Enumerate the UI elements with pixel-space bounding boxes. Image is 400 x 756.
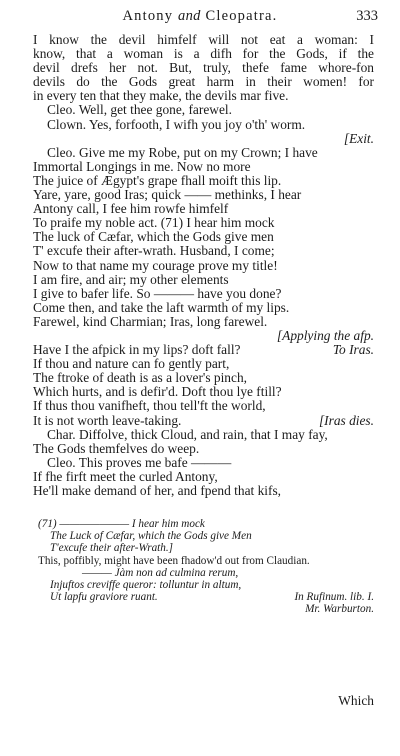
text-line: If fhe firft meet the curled Antony, — [33, 469, 218, 484]
text-line: Yare, yare, good Iras; quick —— methinks, I hear — [33, 188, 302, 203]
text-line-left: It is not worth leave-taking. — [33, 413, 182, 428]
speech-line: Cleo. This proves me bafe ——— — [47, 455, 232, 470]
text-line — [33, 343, 374, 357]
footnote-line: Injuftos creviffe queror: tolluntur in altum, — [50, 578, 242, 591]
text-line: The Gods themfelves do weep. — [33, 441, 200, 456]
footnote-line: This, poffibly, might have been fhadow'd out from Claudian. — [38, 554, 310, 567]
text-line: The juice of Ægypt's grape fhall moift this lip. — [33, 173, 282, 188]
text-line: Come then, and take the laft warmth of my lips. — [33, 300, 290, 315]
speech-line: Clown. Yes, forfooth, I wifh you joy o'th' worm. — [47, 117, 306, 132]
text-line-left: Have I the afpick in my lips? doft fall? — [33, 343, 241, 358]
page-number: 333 — [356, 8, 378, 24]
speech-line: Char. Diffolve, thick Cloud, and rain, that I may fay, — [47, 427, 328, 442]
text-line: I know the devil himfelf will not eat a woman: I — [33, 33, 374, 47]
text-line — [33, 414, 374, 428]
speech-line: Cleo. Give me my Robe, put on my Crown; I have — [47, 145, 318, 160]
text-line: T' excufe their after-wrath. Husband, I come; — [33, 244, 275, 259]
footnote-quote: Ut lapfu graviore ruant. — [50, 591, 158, 604]
text-line: The ftroke of death is as a lover's pinch, — [33, 371, 247, 386]
text-line: I give to bafer life. So ——— have you done? — [33, 286, 282, 301]
text-line: If thou and nature can fo gently part, — [33, 357, 230, 372]
text-line: If thus thou vanifheft, thou tell'ft the world, — [33, 399, 266, 414]
footnote-line: ——— Jàm non ad culmina rerum, — [82, 566, 239, 579]
running-title-and: and — [178, 8, 201, 24]
footnote-line: T'excufe their after-Wrath.] — [50, 542, 174, 555]
play-text — [33, 33, 374, 498]
catchword: Which — [338, 693, 374, 708]
text-line: Antony call, I fee him rowfe himfelf — [33, 202, 229, 217]
text-line: devils do the Gods great harm in their women! for — [33, 75, 374, 90]
footnote-line: The Luck of Cæfar, which the Gods give Men — [50, 530, 252, 543]
running-title-part2: Cleopatra. — [200, 8, 278, 24]
text-line: Now to that name my courage prove my title! — [33, 258, 278, 273]
footnote-line: (71) ——————— I hear him mock — [38, 518, 205, 530]
running-title — [0, 8, 400, 25]
speech-line: Cleo. Well, get thee gone, farewel. — [47, 103, 232, 118]
text-line: Which hurts, and is defir'd. Doft thou lye ftill? — [33, 385, 282, 400]
text-line: know, that a woman is a difh for the Gods, if the — [33, 47, 374, 62]
footnote-citation: In Rufinum. lib. I. — [294, 591, 374, 604]
footnote-line — [38, 591, 374, 603]
text-line: To praife my noble act. (71) I hear him mock — [33, 216, 275, 231]
page-header — [0, 8, 400, 30]
text-line: Farewel, kind Charmian; Iras, long farewel. — [33, 314, 268, 329]
stage-direction: [Exit. — [343, 131, 374, 146]
stage-direction: To Iras. — [332, 343, 374, 358]
text-line: Immortal Longings in me. Now no more — [33, 159, 251, 174]
text-line: in every ten that they make, the devils mar five. — [33, 89, 289, 104]
stage-direction: [Applying the afp. — [276, 328, 374, 343]
text-line: The luck of Cæfar, which the Gods give men — [33, 230, 274, 245]
footnote-attribution: Mr. Warburton. — [305, 603, 374, 616]
text-line: I am fire, and air; my other elements — [33, 272, 229, 287]
stage-direction: [Iras dies. — [318, 413, 374, 428]
text-line: devil drefs her not. But, truly, thefe fame whore-fon — [33, 61, 374, 76]
running-title-part1: Antony — [122, 8, 179, 24]
footnotes — [38, 518, 374, 616]
text-line: He'll make demand of her, and fpend that kifs, — [33, 484, 282, 498]
